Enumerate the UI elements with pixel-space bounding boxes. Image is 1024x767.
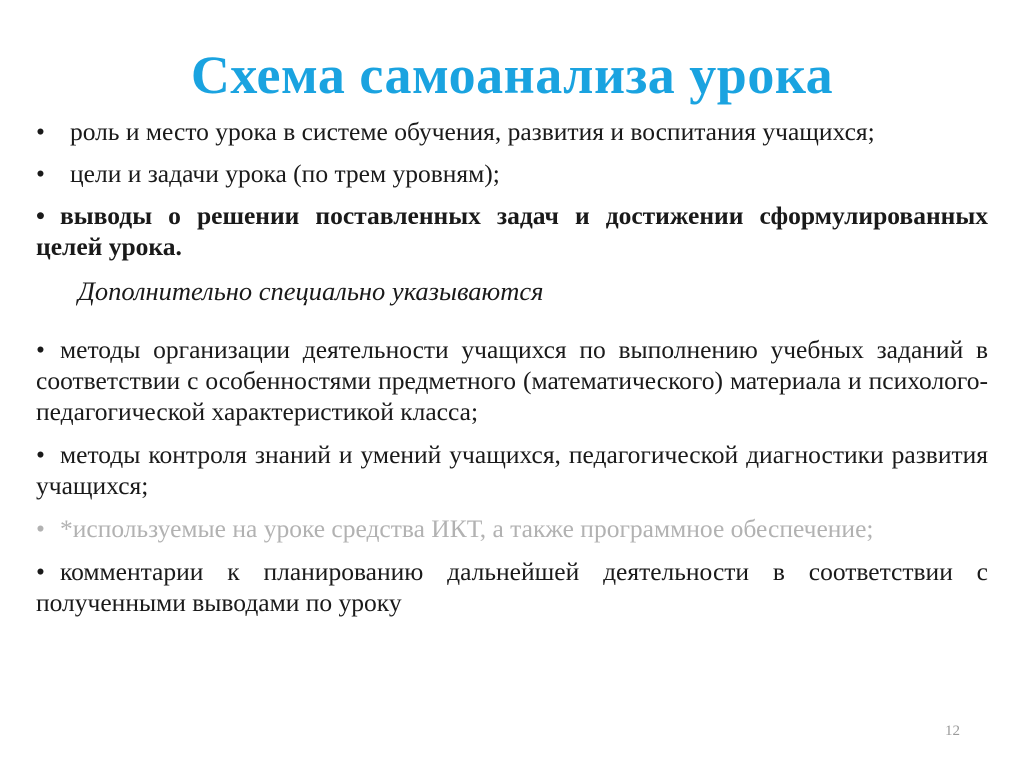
bullet-marker: • (36, 439, 45, 469)
list-item-text: комментарии к планированию дальнейшей деятельности в соответствии с полученными выводами по уроку (36, 556, 988, 617)
bullet-marker: • (36, 159, 45, 188)
list-item-methods-organization (36, 334, 988, 427)
bullet-marker: • (36, 556, 45, 586)
page-number: 12 (945, 723, 960, 739)
list-item-text: *используемые на уроке средства ИКТ, а также программное обеспечение; (60, 513, 874, 543)
list-item-text: выводы о решении поставленных задач и достижении сформулированных целей урока. (36, 201, 988, 261)
list-item-methods-control (36, 439, 988, 501)
list-item-text: методы контроля знаний и умений учащихся, педагогической диагностики развития учащихся; (36, 439, 988, 500)
list-item-role (36, 116, 988, 147)
subheading: Дополнительно специально указываются (78, 276, 544, 306)
bullet-marker: • (36, 201, 45, 230)
list-item-text: методы организации деятельности учащихся по выполнению учебных заданий в соответствии с особенностями предметного (математического) материала и психолого-педагогической характеристикой класса; (36, 334, 988, 426)
slide-content (36, 116, 988, 618)
list-item-text: роль и место урока в системе обучения, развития и воспитания учащихся; (70, 117, 875, 146)
list-item-conclusions (36, 200, 988, 262)
bullet-marker: • (36, 117, 45, 146)
slide-title: Схема самоанализа урока (190, 45, 834, 105)
list-item-comments (36, 556, 988, 618)
list-item-ict-tools (36, 513, 988, 544)
list-item-goals (36, 158, 988, 189)
bullet-marker: • (36, 334, 45, 364)
bullet-marker: • (36, 513, 45, 543)
list-item-text: цели и задачи урока (по трем уровням); (70, 159, 500, 188)
